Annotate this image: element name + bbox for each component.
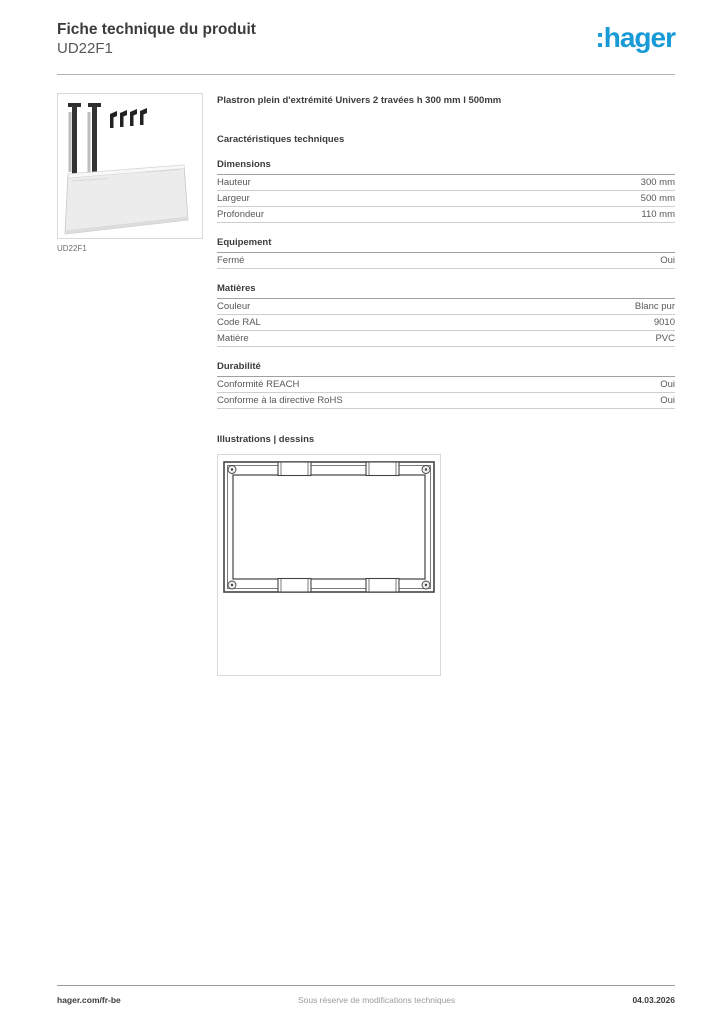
spec-value: PVC [655, 333, 675, 344]
spec-row [217, 191, 675, 207]
main-content [57, 93, 675, 676]
product-image-caption: UD22F1 [57, 244, 87, 253]
spec-label: Couleur [217, 301, 251, 312]
section-title: Dimensions [217, 159, 675, 175]
spec-column [217, 93, 675, 676]
spec-value: 500 mm [640, 193, 675, 204]
characteristics-heading: Caractéristiques techniques [217, 134, 345, 145]
spec-label: Matière [217, 333, 249, 344]
spec-value: Oui [660, 379, 675, 390]
spec-label: Code RAL [217, 317, 261, 328]
section-matieres [217, 283, 675, 347]
clips-graphic [110, 108, 147, 128]
spec-value: 300 mm [640, 177, 675, 188]
spec-value: 110 mm [641, 209, 675, 220]
illustrations-heading: Illustrations | dessins [217, 434, 315, 445]
product-photo-illustration [58, 94, 202, 238]
section-equipement [217, 237, 675, 269]
spec-value: 9010 [653, 317, 675, 328]
spec-label: Hauteur [217, 177, 251, 188]
spec-row [217, 299, 675, 315]
technical-drawing [222, 459, 436, 671]
technical-drawing-box [217, 454, 441, 676]
spec-row [217, 253, 675, 269]
spec-value: Oui [660, 395, 675, 406]
section-durabilite [217, 361, 675, 409]
spec-value: Oui [660, 255, 675, 266]
spec-label: Largeur [217, 193, 250, 204]
hager-logo: :hager [595, 22, 675, 53]
spec-row [217, 331, 675, 347]
product-code: UD22F1 [57, 40, 113, 57]
header-divider [57, 74, 675, 75]
spec-row [217, 315, 675, 331]
section-dimensions [217, 159, 675, 223]
spec-label: Fermé [217, 255, 245, 266]
section-title: Matières [217, 283, 675, 299]
page-title: Fiche technique du produit [57, 21, 256, 38]
spec-row [217, 393, 675, 409]
footer-website: hager.com/fr-be [57, 995, 121, 1005]
product-image-column [57, 93, 203, 253]
product-image [57, 93, 203, 239]
section-title: Durabilité [217, 361, 675, 377]
spec-value: Blanc pur [634, 301, 675, 312]
spec-row [217, 175, 675, 191]
page-footer [57, 985, 675, 1005]
panel-graphic [65, 165, 188, 234]
spec-row [217, 207, 675, 223]
product-name: Plastron plein d'extrémité Univers 2 travées h 300 mm l 500mm [217, 95, 502, 106]
rails-graphic [68, 103, 101, 182]
footer-disclaimer: Sous réserve de modifications techniques [297, 995, 456, 1005]
spec-label: Profondeur [217, 209, 265, 220]
header-title-block [57, 20, 256, 58]
footer-date: 04.03.2026 [632, 995, 675, 1005]
spec-row [217, 377, 675, 393]
page-header [57, 20, 675, 58]
section-title: Equipement [217, 237, 675, 253]
spec-label: Conformité REACH [217, 379, 300, 390]
spec-label: Conforme à la directive RoHS [217, 395, 343, 406]
